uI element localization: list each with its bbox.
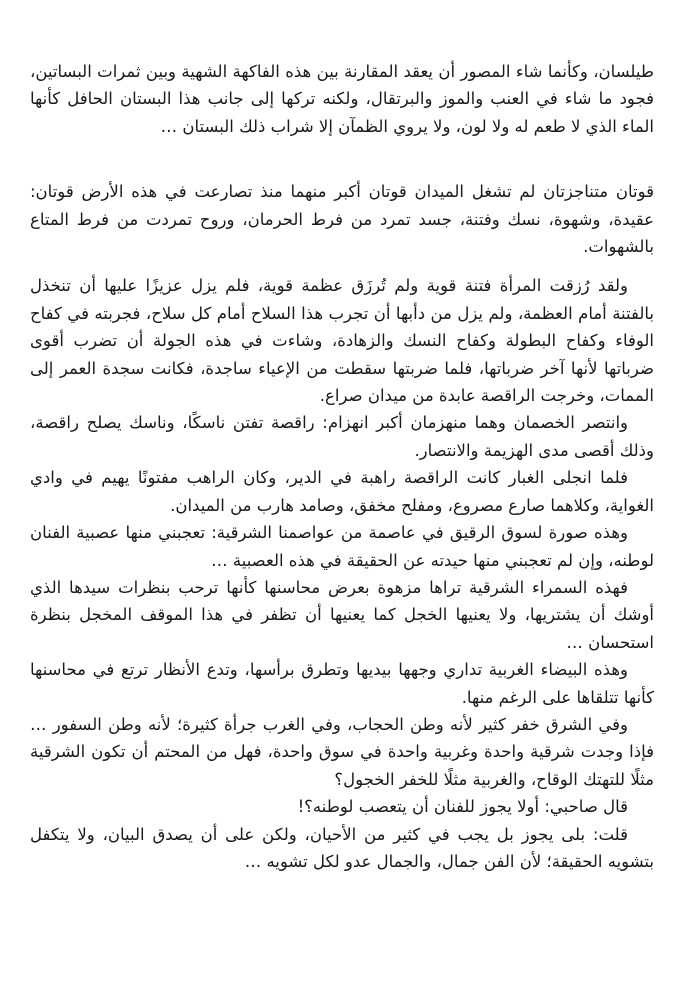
paragraph-companion-question: قال صاحبي: أولا يجوز للفنان أن يتعصب لوطنه؟! (297, 797, 628, 817)
paragraph-western-woman: وهذه البيضاء الغربية تداري وجهها بيديها وتطرق برأسها، وتدع الأنظار ترتع في محاسنها كأنها تتلقاها على الرغم منها. (30, 660, 654, 707)
paragraph-orchard-comparison: طيلسان، وكأنما شاء المصور أن يعقد المقارنة بين هذه الفاكهة الشهية وبين ثمرات البساتين، فجود ما شاء في العنب والموز والبرتقال، ولكنه تركها إلى جانب هذا البستان الحافل كأنها الماء الذي لا طعم له ولا لون، ولا يروي الظمآن إلا شراب ذلك البستان … (30, 62, 654, 136)
paragraph-eastern-woman: فهذه السمراء الشرقية تراها مزهوة بعرض محاسنها كأنها ترحب بنظرات سيدها الذي أوشك أن يشتريها، ولا يعنيها الخجل كما يعنيها أن تظفر في هذا الموقف المخجل بنظرة استحسان … (30, 577, 654, 652)
paragraph-woman-temptation: ولقد رُزقت المرأة فتنة قوية ولم تُرزَق عظمة قوية، فلم يزل عزيزًا عليها أن تنخذل بالفتنة أمام العظمة، ولم يزل من دأبها أن تجرب هذا السلاح أمام كل سلاح، فجربته في كفاح الوفاء وكفاح البطولة وكفاح النسك والزهادة، وشاءت في هذه الجولة أن تضرب أقوى ضرباتها لأنها آخر ضرباتها، فلما ضربتها سقطت من الإعياء ساجدة، فكانت سجدة العمر إلى الممات، وخرجت الراقصة عابدة من ميدان صراع. (30, 276, 654, 406)
paragraph-reply: قلت: بلى يجوز بل يجب في كثير من الأحيان، ولكن على أن يصدق البيان، ولا يتكفل بتشويه الحقيقة؛ لأن الفن جمال، والجمال عدو لكل تشويه … (30, 824, 654, 871)
paragraph-slave-market: وهذه صورة لسوق الرقيق في عاصمة من عواصمنا الشرقية: تعجبني منها عصبية الفنان لوطنه، وإن لم تعجبني منها حيدته عن الحقيقة في هذه العصبية … (30, 523, 654, 570)
paragraph-two-forces: قوتان متناجزتان لم تشغل الميدان قوتان أكبر منهما منذ تصارعت في هذه الأرض قوتان: عقيدة، وشهوة، نسك وفتنة، جسد تمرد من فرط الحرمان، وروح تمردت من فرط المتاع بالشهوات. (30, 182, 654, 257)
paragraph-both-won: وانتصر الخصمان وهما منهزمان أكبر انهزام: راقصة تفتن ناسكًا، وناسك يصلح راقصة، وذلك أقصى مدى الهزيمة والانتصار. (30, 413, 654, 460)
book-page (30, 58, 654, 875)
paragraph-east-west: وفي الشرق خفر كثير لأنه وطن الحجاب، وفي الغرب جرأة كثيرة؛ لأنه وطن السفور … فإذا وجدت شرقية واحدة وغربية واحدة في سوق واحدة، فهل من المحتم أن تكون الشرقية مثلًا للتهتك الوقاح، والغربية مثلًا للخفر الخجول؟ (30, 714, 654, 789)
paragraph-dust-cleared: فلما انجلى الغبار كانت الراقصة راهبة في الدير، وكان الراهب مفتونًا يهيم في وادي الغواية، وكلاهما صارع مصروع، ومفلح مخفق، وصامد هارب من الميدان. (30, 468, 654, 515)
